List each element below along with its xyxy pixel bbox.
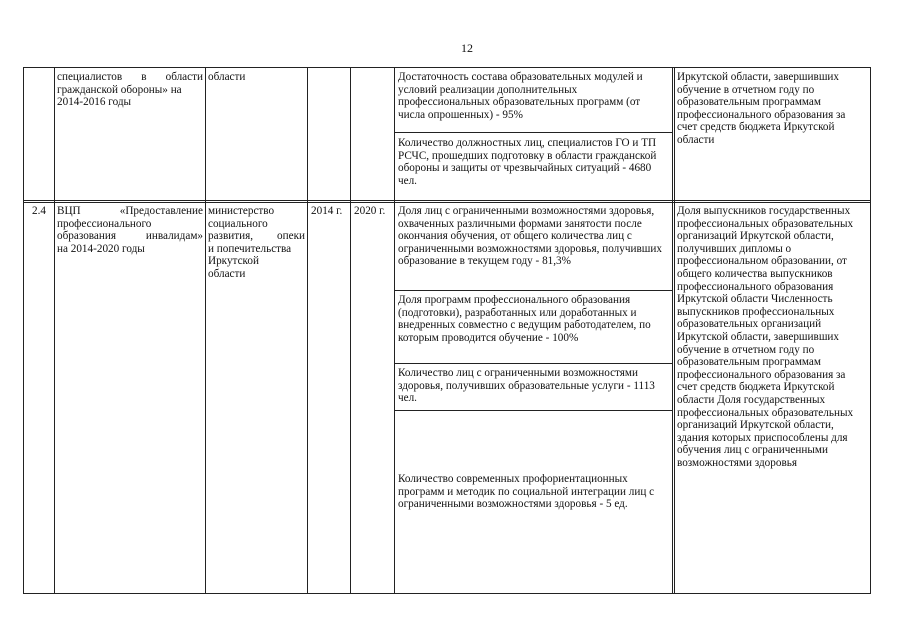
row-program-name: ВЦП «Предоставление профессионального образования инвалидам» на 2014-2020 годы xyxy=(57,205,203,255)
indicator-programs-share: Доля программ профессионального образования (подготовки), разработанных или доработанных и внедренных совместно с ведущим работодателем, по которым проводится обучение - 100% xyxy=(398,294,651,344)
indicator-persons-count: Количество лиц с ограниченными возможностями здоровья, получивших образовательные услуги - 1113 чел. xyxy=(398,367,655,405)
row-continued-indicator-2: Количество должностных лиц, специалистов ГО и ТП РСЧС, прошедших подготовку в области гражданской обороны и защиты от чрезвычайных ситуаций - 4680 чел. xyxy=(398,137,657,187)
indicator-programs-count: Количество современных профориентационных программ и методик по социальной интеграции лиц с ограниченными возможностями здоровья - 5 ед. xyxy=(398,473,655,511)
row-start-year: 2014 г. xyxy=(311,205,343,217)
page-number: 12 xyxy=(461,41,473,55)
indicator-employment-share: Доля лиц с ограниченными возможностями здоровья, охваченных различными формами занятости после окончания обучения, от общего количества лиц с ограниченными возможностями здоровья, получивших образование в текущем году - 81,3% xyxy=(398,205,662,268)
row-continued-name: специалистов в области гражданской обороны» на 2014-2016 годы xyxy=(57,71,203,109)
row-executor: министерство социального развития, опеки и попечительства Иркутской области xyxy=(208,205,305,280)
row-continued-indicator-1: Достаточность состава образовательных модулей и условий реализации дополнительных профессиональных образовательных программ (от числа опрошенных) - 95% xyxy=(398,71,643,121)
row-results: Доля выпускников государственных профессиональных образовательных организаций Иркутской области, получивших дипломы о профессиональном образовании, от общего количества выпускников профессионального образования Иркутской области Численность выпускников профессиональных образовательных организаций Иркутской области, завершивших обучение в отчетном году по образовательным программам профессионального образования за счет средств бюджета Иркутской области Доля государственных профессиональных образовательных организаций Иркутской области, здания которых приспособлены для обучения лиц с ограниченными возможностями здоровья xyxy=(677,205,854,469)
row-continued-executor: области xyxy=(208,71,246,83)
row-number: 2.4 xyxy=(32,205,46,217)
row-end-year: 2020 г. xyxy=(354,205,386,217)
row-continued-results: Иркутской области, завершивших обучение в отчетном году по образовательным программам профессионального образования за счет средств бюджета Иркутской области xyxy=(677,71,846,146)
